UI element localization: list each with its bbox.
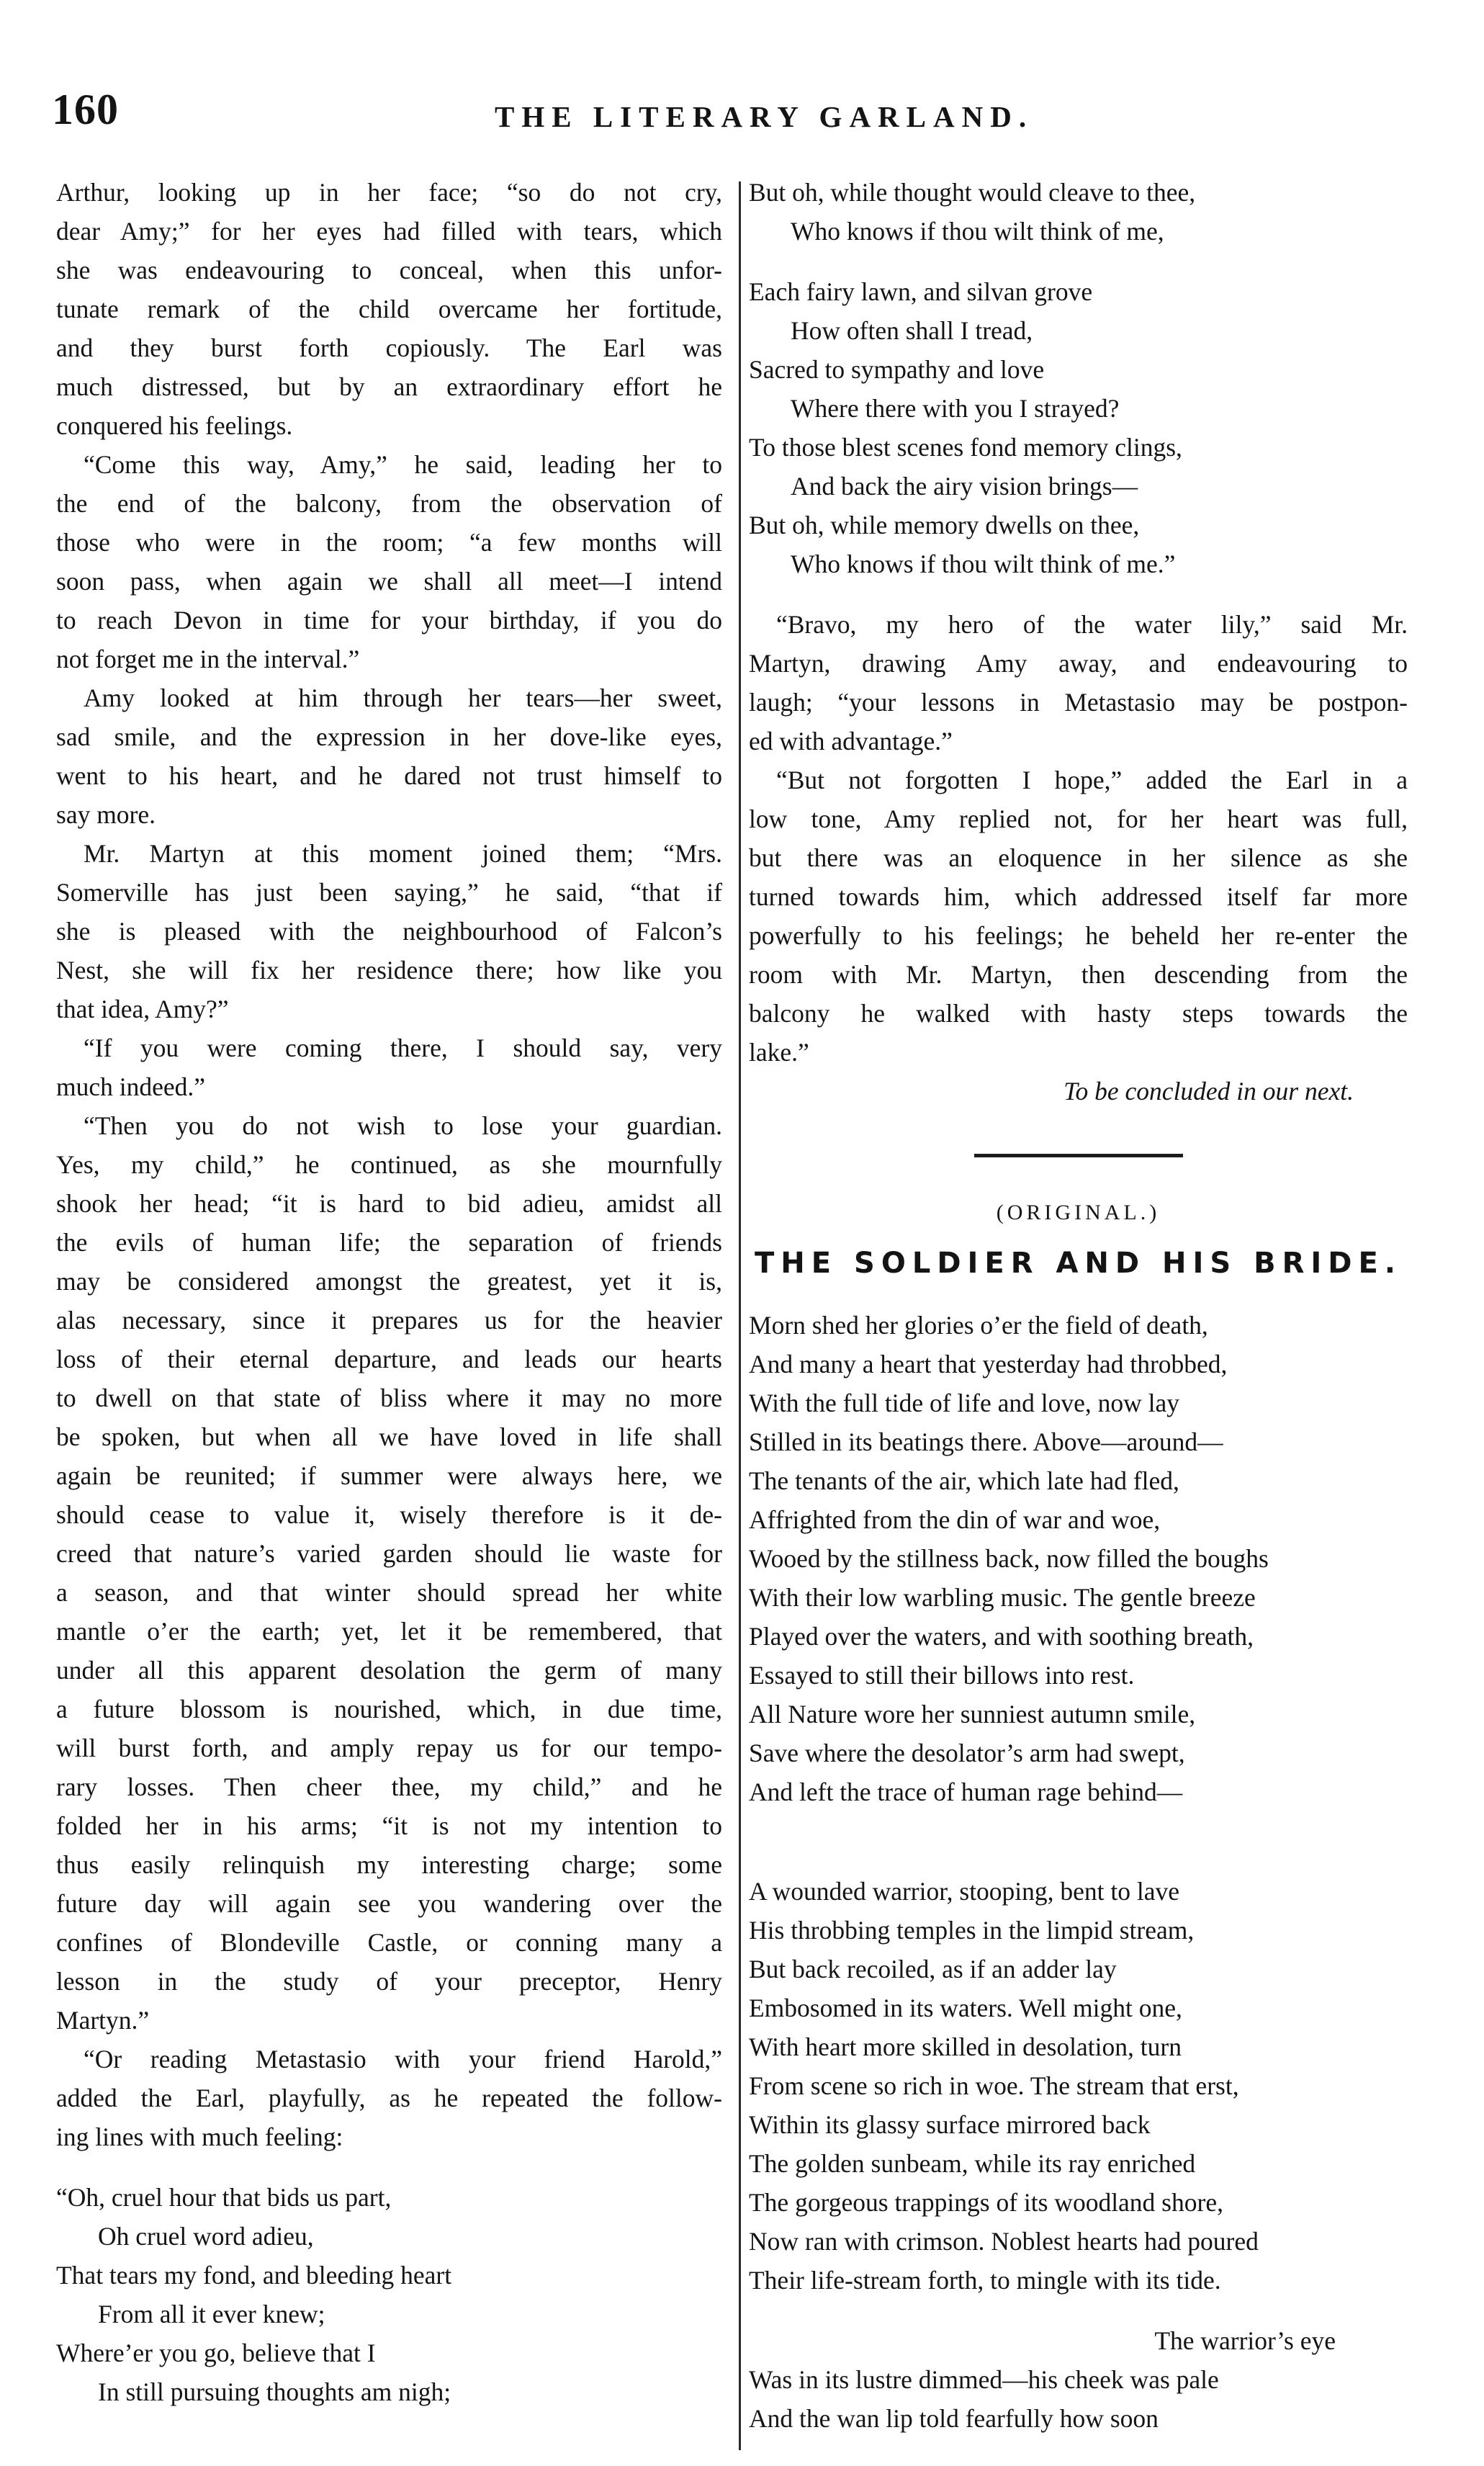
- poem-line: Save where the desolator’s arm had swept,: [749, 1739, 1185, 1767]
- poem-line: His throbbing temples in the limpid stream,: [749, 1916, 1195, 1945]
- section-divider: [974, 1154, 1183, 1157]
- poem-line: All Nature wore her sunniest autumn smile,: [749, 1700, 1196, 1729]
- poem-line: And many a heart that yesterday had throbbed,: [749, 1350, 1228, 1378]
- verse-line: That tears my fond, and bleeding heart: [56, 2261, 452, 2290]
- text-line: future day will again see you wandering over the: [56, 1889, 722, 1918]
- text-line: conquered his feelings.: [56, 411, 293, 440]
- text-line: folded her in his arms; “it is not my intention to: [56, 1811, 722, 1840]
- text-line: that idea, Amy?”: [56, 995, 229, 1023]
- poem-line: The tenants of the air, which late had fled,: [749, 1466, 1179, 1495]
- spacer: [749, 1850, 1408, 1872]
- text-line: she was endeavouring to conceal, when this unfor-: [56, 256, 722, 284]
- text-line: to dwell on that state of bliss where it may no more: [56, 1384, 722, 1412]
- text-line: creed that nature’s varied garden should lie waste for: [56, 1539, 722, 1568]
- text-line: lake.”: [749, 1038, 809, 1067]
- text-line: laugh; “your lessons in Metastasio may be postpon-: [749, 688, 1408, 717]
- poem-line: And the wan lip told fearfully how soon: [749, 2404, 1159, 2433]
- text-line: Nest, she will fix her residence there; how like you: [56, 956, 722, 985]
- poem-line: The gorgeous trappings of its woodland shore,: [749, 2188, 1223, 2217]
- text-line: Martyn.”: [56, 2006, 150, 2035]
- verse-line: Each fairy lawn, and silvan grove: [749, 277, 1093, 306]
- verse-line: Where’er you go, believe that I: [56, 2339, 376, 2367]
- spacer: [749, 251, 1408, 272]
- verse-line: But oh, while memory dwells on thee,: [749, 511, 1140, 539]
- poem-line: Now ran with crimson. Noblest hearts had poured: [749, 2227, 1259, 2256]
- text-line: “If you were coming there, I should say, very: [84, 1034, 722, 1062]
- poem-line: Their life-stream forth, to mingle with its tide.: [749, 2266, 1221, 2295]
- text-line: ed with advantage.”: [749, 727, 953, 756]
- text-line: loss of their eternal departure, and leads our hearts: [56, 1345, 722, 1373]
- text-line: Amy looked at him through her tears—her sweet,: [84, 683, 722, 712]
- poem-line: Wooed by the stillness back, now filled the boughs: [749, 1544, 1269, 1573]
- text-line: be spoken, but when all we have loved in life shall: [56, 1422, 722, 1451]
- text-line: again be reunited; if summer were always here, we: [56, 1461, 722, 1490]
- text-line: but there was an eloquence in her silence as she: [749, 843, 1408, 872]
- spacer: [56, 2156, 722, 2178]
- text-line: balcony he walked with hasty steps towards the: [749, 999, 1408, 1028]
- text-line: a future blossom is nourished, which, in due time,: [56, 1695, 722, 1723]
- text-line: ing lines with much feeling:: [56, 2122, 343, 2151]
- text-line: shook her head; “it is hard to bid adieu, amidst all: [56, 1189, 722, 1218]
- text-line: Somerville has just been saying,” he said, “that if: [56, 878, 722, 907]
- verse-line: Who knows if thou wilt think of me.”: [791, 550, 1176, 578]
- text-line: much distressed, but by an extraordinary effort he: [56, 372, 722, 401]
- text-line: a season, and that winter should spread her white: [56, 1578, 722, 1607]
- left-column: [56, 173, 722, 2411]
- text-line: and they burst forth copiously. The Earl was: [56, 333, 722, 362]
- verse-line: To those blest scenes fond memory clings,: [749, 433, 1182, 462]
- text-line: Yes, my child,” he continued, as she mournfully: [56, 1150, 722, 1179]
- poem-line: Played over the waters, and with soothing breath,: [749, 1622, 1254, 1651]
- poem-source-label: (ORIGINAL.): [996, 1201, 1161, 1224]
- verse-line: In still pursuing thoughts am nigh;: [98, 2377, 451, 2406]
- text-line: the evils of human life; the separation of friends: [56, 1228, 722, 1257]
- text-line: “Come this way, Amy,” he said, leading her to: [84, 450, 722, 479]
- text-line: dear Amy;” for her eyes had filled with tears, which: [56, 217, 722, 246]
- right-prose: [749, 605, 1408, 1072]
- poem-line: Morn shed her glories o’er the field of death,: [749, 1311, 1208, 1340]
- text-line: tunate remark of the child overcame her fortitude,: [56, 295, 722, 323]
- verse-line: But oh, while thought would cleave to thee,: [749, 178, 1196, 207]
- verse-line: Sacred to sympathy and love: [749, 355, 1045, 384]
- poem-line: Embosomed in its waters. Well might one,: [749, 1994, 1182, 2022]
- poem-stanza-3: [749, 2360, 1408, 2438]
- poem-line: With heart more skilled in desolation, turn: [749, 2032, 1182, 2061]
- text-line: Mr. Martyn at this moment joined them; “Mrs.: [84, 839, 722, 868]
- text-line: turned towards him, which addressed itself far more: [749, 882, 1408, 911]
- text-line: those who were in the room; “a few months will: [56, 528, 722, 557]
- poem-line: Stilled in its beatings there. Above—around—: [749, 1427, 1223, 1456]
- text-line: thus easily relinquish my interesting charge; some: [56, 1850, 722, 1879]
- poem-line: From scene so rich in woe. The stream that erst,: [749, 2071, 1239, 2100]
- text-line: “Then you do not wish to lose your guardian.: [84, 1111, 722, 1140]
- verse-line: How often shall I tread,: [791, 316, 1033, 345]
- column-divider: [739, 181, 741, 2450]
- text-line: to reach Devon in time for your birthday, if you do: [56, 606, 722, 635]
- right-verse-b: [749, 272, 1408, 583]
- text-line: will burst forth, and amply repay us for our tempo-: [56, 1734, 722, 1762]
- text-line: she is pleased with the neighbourhood of Falcon’s: [56, 917, 722, 946]
- text-line: low tone, Amy replied not, for her heart was full,: [749, 804, 1408, 833]
- poem-line: Was in its lustre dimmed—his cheek was pale: [749, 2365, 1219, 2394]
- asterism-break: [749, 1811, 1408, 1850]
- text-line: added the Earl, playfully, as he repeated the follow-: [56, 2084, 722, 2112]
- left-prose: [56, 173, 722, 2156]
- text-line: room with Mr. Martyn, then descending from the: [749, 960, 1408, 989]
- poem-line: With the full tide of life and love, now lay: [749, 1389, 1179, 1417]
- text-line: should cease to value it, wisely therefore is it de-: [56, 1500, 722, 1529]
- page-header: [52, 85, 1442, 143]
- text-line: went to his heart, and he dared not trust himself to: [56, 761, 722, 790]
- poem-stanza-2: [749, 1872, 1408, 2300]
- text-line: under all this apparent desolation the germ of many: [56, 1656, 722, 1685]
- right-verse-a: [749, 173, 1408, 251]
- poem-line: Within its glassy surface mirrored back: [749, 2110, 1151, 2139]
- text-line: much indeed.”: [56, 1072, 206, 1101]
- verse-line: Where there with you I strayed?: [791, 394, 1120, 423]
- right-column: [749, 173, 1408, 2438]
- poem-title: THE SOLDIER AND HIS BRIDE.: [755, 1247, 1402, 1280]
- verse-line: “Oh, cruel hour that bids us part,: [56, 2183, 392, 2212]
- text-line: the end of the balcony, from the observation of: [56, 489, 722, 518]
- text-line: Martyn, drawing Amy away, and endeavouring to: [749, 649, 1408, 678]
- text-line: soon pass, when again we shall all meet—I intend: [56, 567, 722, 596]
- poem-line: The warrior’s eye: [1154, 2326, 1336, 2355]
- text-line: mantle o’er the earth; yet, let it be remembered, that: [56, 1617, 722, 1646]
- text-line: confines of Blondeville Castle, or conning many a: [56, 1928, 722, 1957]
- poem-line: Essayed to still their billows into rest.: [749, 1661, 1135, 1690]
- continuation-note: To be concluded in our next.: [1063, 1077, 1354, 1106]
- text-line: not forget me in the interval.”: [56, 645, 360, 673]
- left-verse: [56, 2178, 722, 2411]
- spacer: [749, 2300, 1408, 2321]
- poem-line: With their low warbling music. The gentle breeze: [749, 1583, 1256, 1612]
- text-line: say more.: [56, 800, 156, 829]
- verse-line: From all it ever knew;: [98, 2300, 325, 2328]
- text-line: “Bravo, my hero of the water lily,” said Mr.: [776, 610, 1408, 639]
- text-line: lesson in the study of your preceptor, Henry: [56, 1967, 722, 1996]
- text-line: “But not forgotten I hope,” added the Earl in a: [776, 766, 1408, 794]
- verse-line: Who knows if thou wilt think of me,: [791, 217, 1164, 246]
- poem-line: The golden sunbeam, while its ray enriched: [749, 2149, 1196, 2178]
- poem-line: And left the trace of human rage behind—: [749, 1777, 1183, 1806]
- poem-line: But back recoiled, as if an adder lay: [749, 1955, 1117, 1983]
- poem-line: Affrighted from the din of war and woe,: [749, 1505, 1161, 1534]
- spacer: [749, 583, 1408, 605]
- text-line: sad smile, and the expression in her dove-like eyes,: [56, 722, 722, 751]
- text-line: “Or reading Metastasio with your friend Harold,”: [84, 2045, 722, 2073]
- text-line: rary losses. Then cheer thee, my child,” and he: [56, 1772, 722, 1801]
- text-line: may be considered amongst the greatest, yet it is,: [56, 1267, 722, 1296]
- verse-line: Oh cruel word adieu,: [98, 2222, 314, 2251]
- page-number: 160: [52, 86, 119, 133]
- poem-stanza-1: [749, 1306, 1408, 1811]
- verse-line: And back the airy vision brings—: [791, 472, 1138, 501]
- text-line: Arthur, looking up in her face; “so do not cry,: [56, 178, 722, 207]
- text-line: powerfully to his feelings; he beheld her re-enter the: [749, 921, 1408, 950]
- poem-line: A wounded warrior, stooping, bent to lave: [749, 1877, 1180, 1906]
- text-line: alas necessary, since it prepares us for the heavier: [56, 1306, 722, 1335]
- running-title: THE LITERARY GARLAND.: [495, 100, 1034, 133]
